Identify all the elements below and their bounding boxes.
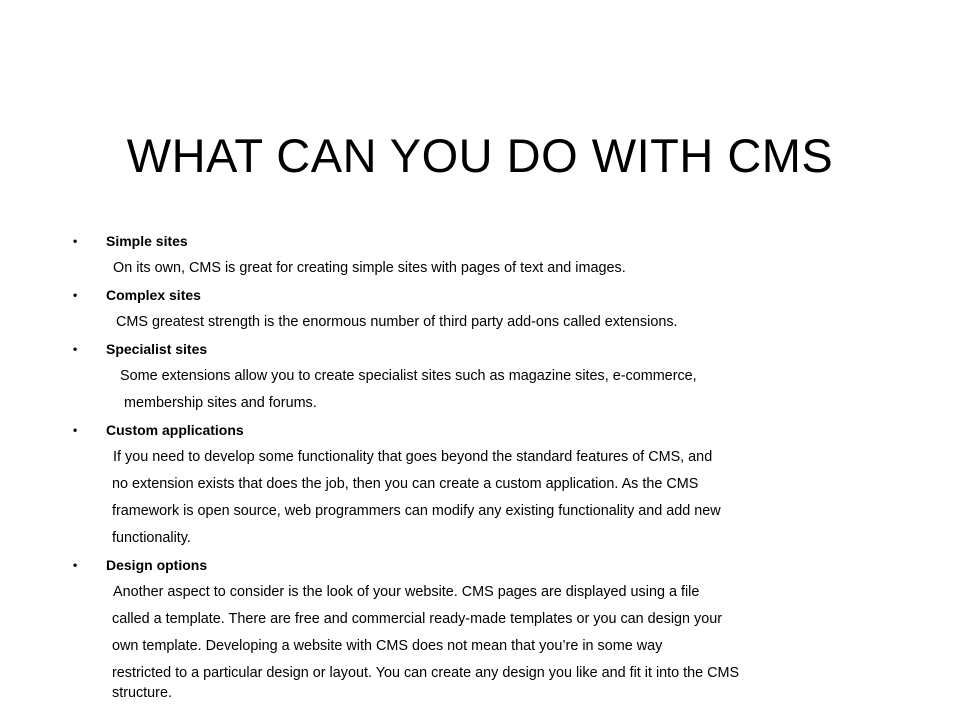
bullet-icon: • [73,342,78,356]
body-line: If you need to develop some functionality that goes beyond the standard features of CMS, and [113,449,713,465]
heading-text: Custom applications [106,422,244,438]
body-line: On its own, CMS is great for creating simple sites with pages of text and images. [113,260,626,276]
heading-text: Design options [106,557,208,573]
heading-text: Complex sites [106,287,201,303]
bullet-icon: • [73,288,78,302]
section-heading-custom-applications [73,417,244,443]
section-heading-specialist-sites [73,336,208,362]
body-line: CMS greatest strength is the enormous number of third party add-ons called extensions. [116,314,678,330]
body-line: structure. [112,685,172,701]
heading-text: Specialist sites [106,341,208,357]
section-heading-design-options [73,552,208,578]
body-line: own template. Developing a website with CMS does not mean that you’re in some way [112,638,663,654]
section-heading-simple-sites [73,228,188,254]
body-line: Another aspect to consider is the look of your website. CMS pages are displayed using a file [113,584,700,600]
body-line: no extension exists that does the job, then you can create a custom application. As the CMS [112,476,699,492]
body-line: functionality. [112,530,191,546]
body-line: framework is open source, web programmers can modify any existing functionality and add new [112,503,721,519]
body-line: Some extensions allow you to create specialist sites such as magazine sites, e-commerce, [120,368,697,384]
body-line: membership sites and forums. [124,395,317,411]
heading-text: Simple sites [106,233,188,249]
body-line: called a template. There are free and commercial ready-made templates or you can design your [112,611,723,627]
body-line: restricted to a particular design or layout. You can create any design you like and fit it into the CMS [112,665,740,681]
bullet-icon: • [73,558,78,572]
bullet-icon: • [73,234,78,248]
section-heading-complex-sites [73,282,201,308]
bullet-icon: • [73,423,78,437]
slide-title: WHAT CAN YOU DO WITH CMS [126,129,834,182]
